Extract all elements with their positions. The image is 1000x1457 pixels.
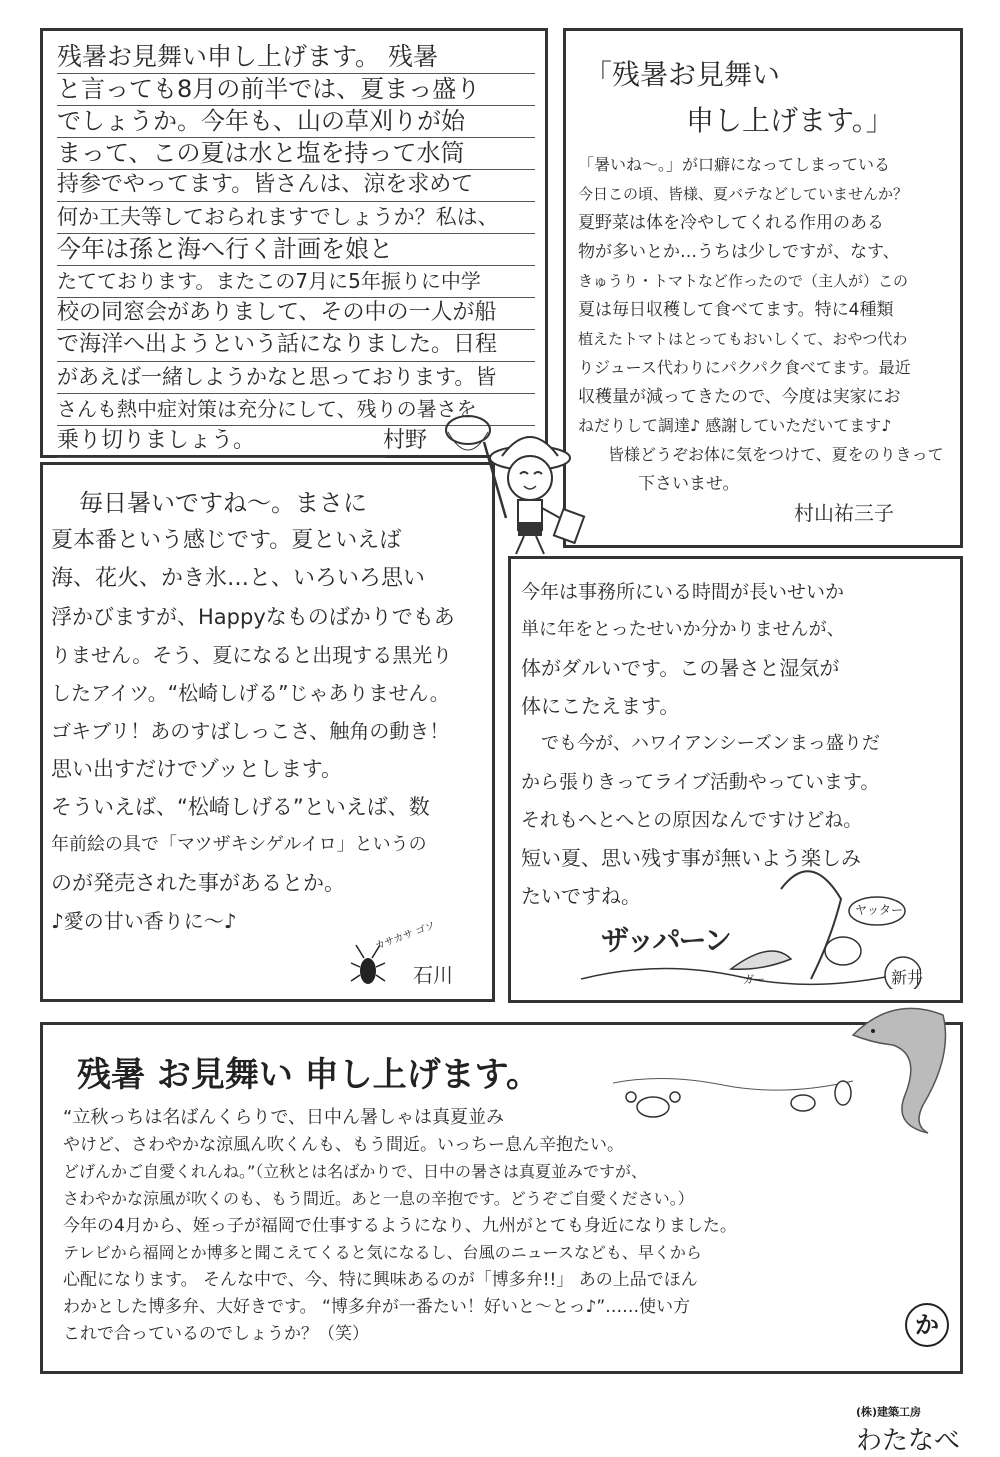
speech-bubble-text: ヤッター xyxy=(855,903,904,917)
child-with-net-illustration xyxy=(440,408,600,558)
note-line: やけど、さわやかな涼風ん吹くんも、もう間近。いっちー息ん辛抱たい。 xyxy=(63,1135,624,1155)
note-line: 単に年をとったせいか分かりませんが、 xyxy=(521,619,845,640)
note-line: 残暑お見舞い申し上げます。 残暑 xyxy=(57,41,535,74)
note-line: ねだりして調達♪ 感謝していただいてます♪ xyxy=(578,416,892,435)
note-line: 毎日暑いですね〜。まさに xyxy=(79,489,367,517)
note-line: 持参でやってます。皆さんは、涼を求めて xyxy=(57,169,535,202)
note-title: 残暑 お見舞い 申し上げます。 xyxy=(77,1055,540,1095)
note-line: 夏は毎日収穫して食べてます。特に4種類 xyxy=(578,300,894,320)
note-line: ♪愛の甘い香りに〜♪ xyxy=(51,909,237,933)
note-line: そういえば、“松崎しげる”といえば、数 xyxy=(51,795,430,819)
note-line: と言っても8月の前半では、夏まっ盛り xyxy=(57,73,535,106)
note-line: でしょうか。今年も、山の草刈りが始 xyxy=(57,105,535,138)
note-line: さんも熱中症対策は充分にして、残りの暑さを xyxy=(57,393,535,426)
note-line: 夏本番という感じです。夏といえば xyxy=(51,528,402,553)
note-line: たてております。またこの7月に5年振りに中学 xyxy=(57,265,535,298)
signature: 村野 xyxy=(383,428,428,453)
note-line: 体にこたえます。 xyxy=(521,694,680,718)
note-title: 「残暑お見舞い xyxy=(584,58,781,91)
note-line: 短い夏、思い残す事が無いよう楽しみ xyxy=(521,846,861,870)
note-line: 体がダルいです。この暑さと湿気が xyxy=(521,656,840,680)
note-line: 下さいませ。 xyxy=(638,474,740,494)
note-line: 乗り切りましょう。 xyxy=(57,425,385,458)
note-line: 皆様どうぞお体に気をつけて、夏をのりきって xyxy=(608,445,944,464)
note-line: でも今が、ハワイアンシーズンまっ盛りだ xyxy=(541,733,880,754)
note-line: わかとした博多弁、大好きです。 “博多弁が一番たい！好いと〜とっ♪”……使い方 xyxy=(63,1297,691,1317)
note-line: 何か工夫等しておられますでしょうか？私は、 xyxy=(57,201,535,234)
note-box-ishikawa xyxy=(40,462,495,1002)
note-line: まって、この夏は水と塩を持って水筒 xyxy=(57,137,535,170)
note-line: りジュース代わりにパクパク食べてます。最近 xyxy=(578,358,911,377)
note-line: 思い出すだけでゾッとします。 xyxy=(51,757,343,781)
note-line: 植えたトマトはとってもおいしくて、おやつ代わ xyxy=(578,330,908,348)
note-box-murano xyxy=(40,28,548,458)
note-line: 校の同窓会がありまして、その中の一人が船 xyxy=(57,297,535,330)
company-prefix: (株)建築工房 xyxy=(855,1405,922,1419)
note-box-arai xyxy=(508,556,963,1003)
note-line: 浮かびますが、Happyなものばかりでもあ xyxy=(51,605,455,629)
note-line: それもへとへとの原因なんですけどね。 xyxy=(521,809,863,831)
note-box-murayama xyxy=(563,28,963,548)
author-badge: か xyxy=(905,1303,949,1347)
note-box-ka xyxy=(40,1022,963,1374)
note-line: のが発売された事があるとか。 xyxy=(51,871,345,895)
note-line: 今年は事務所にいる時間が長いせいか xyxy=(521,581,845,603)
signature: 新井 xyxy=(891,968,924,987)
note-line: “立秋っちは名ばんくらりで、日中ん暑しゃは真夏並み xyxy=(63,1107,504,1128)
note-line: 夏野菜は体を冷やしてくれる作用のある xyxy=(578,213,884,233)
note-line: から張りきってライブ活動やっています。 xyxy=(521,771,880,793)
note-line: テレビから福岡とか博多と聞こえてくると気になるし、台風のニュースなども、早くから xyxy=(63,1243,702,1262)
note-line: 物が多いとか…うちは少しですが、なす、 xyxy=(578,242,900,262)
note-line: 今年の4月から、姪っ子が福岡で仕事するようになり、九州がとても身近になりました。 xyxy=(63,1216,737,1236)
note-line: したアイツ。“松崎しげる”じゃありません。 xyxy=(51,681,450,705)
note-line: 心配になります。 そんな中で、今、特に興味あるのが「博多弁!!」 あの上品でほん xyxy=(63,1270,698,1290)
note-line: ゴキブリ！あのすばしっこさ、触角の動き！ xyxy=(51,719,450,743)
company-logo xyxy=(846,1382,960,1457)
signature: 村山祐三子 xyxy=(794,501,894,525)
company-name: わたなべ xyxy=(855,1426,960,1456)
signature: 石川 xyxy=(413,963,453,987)
note-line: 今年は孫と海へ行く計画を娘と xyxy=(57,233,535,266)
sound-effect: ガー xyxy=(743,973,765,986)
note-line: 収穫量が減ってきたので、今度は実家にお xyxy=(578,387,901,407)
note-line: これで合っているのでしょうか？（笑） xyxy=(63,1324,369,1344)
note-title: 申し上げます。」 xyxy=(686,104,894,137)
note-line: どげんかご自愛くれんね。”（立秋とは名ばかりで、日中の暑さは真夏並みですが、 xyxy=(63,1162,647,1181)
note-line: 「暑いね〜。」が口癖になってしまっている xyxy=(578,155,891,174)
note-line: 今日この頃、皆様、夏バテなどしていませんか？ xyxy=(578,185,909,203)
note-line: で海洋へ出ようという話になりました。日程 xyxy=(57,329,535,362)
note-line: 海、花火、かき氷…と、いろいろ思い xyxy=(51,566,426,591)
note-line: さわやかな涼風が吹くのも、もう間近。あと一息の辛抱です。どうぞご自愛ください。） xyxy=(63,1189,694,1208)
note-line: たいですね。 xyxy=(521,884,641,908)
sound-effect: カサカサ ゴソ xyxy=(373,920,437,953)
note-line: りません。そう、夏になると出現する黒光り xyxy=(51,643,453,667)
note-line: があえば一緒しようかなと思っております。皆 xyxy=(57,361,535,394)
sound-effect: ザッパーン xyxy=(601,924,730,957)
note-line: きゅうり・トマトなど作ったので（主人が）この xyxy=(578,272,909,290)
note-line: 年前絵の具で「マツザキシゲルイロ」というの xyxy=(51,834,427,855)
